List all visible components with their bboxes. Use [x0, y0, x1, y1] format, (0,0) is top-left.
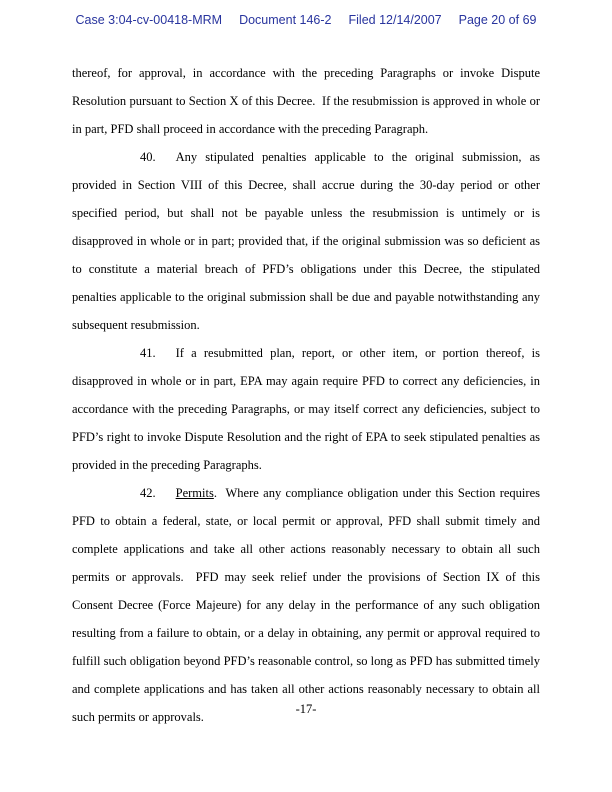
paragraph-number: 42. [140, 486, 156, 500]
paragraph-text: thereof, for approval, in accordance with the preceding Paragraphs or invoke Dispute Resolution pursuant to Section X of this Decree. If the resubmission is approved in whole or in part, PFD shall proceed in accordance with the preceding Paragraph. [72, 66, 540, 136]
paragraph-41 [72, 339, 540, 479]
page-number: -17- [295, 702, 317, 716]
paragraph-text: . Where any compliance obligation under this Section requires PFD to obtain a federal, state, or local permit or approval, PFD shall submit timely and complete applications and take all other actions reasonably necessary to obtain all such permits or approvals. PFD may seek relief under the provisions of Section IX of this Consent Decree (Force Majeure) for any delay in the performance of any such obligation resulting from a failure to obtain, or a delay in obtaining, any permit or approval required to fulfill such obligation beyond PFD’s reasonable control, so long as PFD has submitted timely and complete applications and has taken all other actions reasonably necessary to obtain all such permits or approvals. [72, 486, 540, 724]
header-page-count: Page 20 of 69 [458, 13, 537, 27]
case-header [0, 13, 612, 27]
paragraph-continuation [72, 59, 540, 143]
header-document-number: Document 146-2 [239, 13, 332, 27]
paragraph-text: Any stipulated penalties applicable to the original submission, as provided in Section VIII of this Decree, shall accrue during the 30-day period or other specified period, but shall not be payable unless the resubmission is untimely or is disapproved in whole or in part; provided that, if the original submission was so deficient as to constitute a material breach of PFD’s obligations under this Decree, the stipulated penalties applicable to the original submission shall be due and payable notwithstanding any subsequent resubmission. [72, 150, 540, 332]
document-body [72, 59, 540, 731]
paragraph-number: 41. [140, 346, 156, 360]
header-case-number: Case 3:04-cv-00418-MRM [75, 13, 223, 27]
header-filed-date: Filed 12/14/2007 [348, 13, 442, 27]
page-number-footer [0, 702, 612, 717]
paragraph-42 [72, 479, 540, 731]
paragraph-heading-permits: Permits [175, 486, 214, 500]
paragraph-number: 40. [140, 150, 156, 164]
paragraph-40 [72, 143, 540, 339]
paragraph-text: If a resubmitted plan, report, or other item, or portion thereof, is disapproved in whole or in part, EPA may again require PFD to correct any deficiencies, in accordance with the preceding Paragraphs, or may itself correct any deficiencies, subject to PFD’s right to invoke Dispute Resolution and the right of EPA to seek stipulated penalties as provided in the preceding Paragraphs. [72, 346, 540, 472]
